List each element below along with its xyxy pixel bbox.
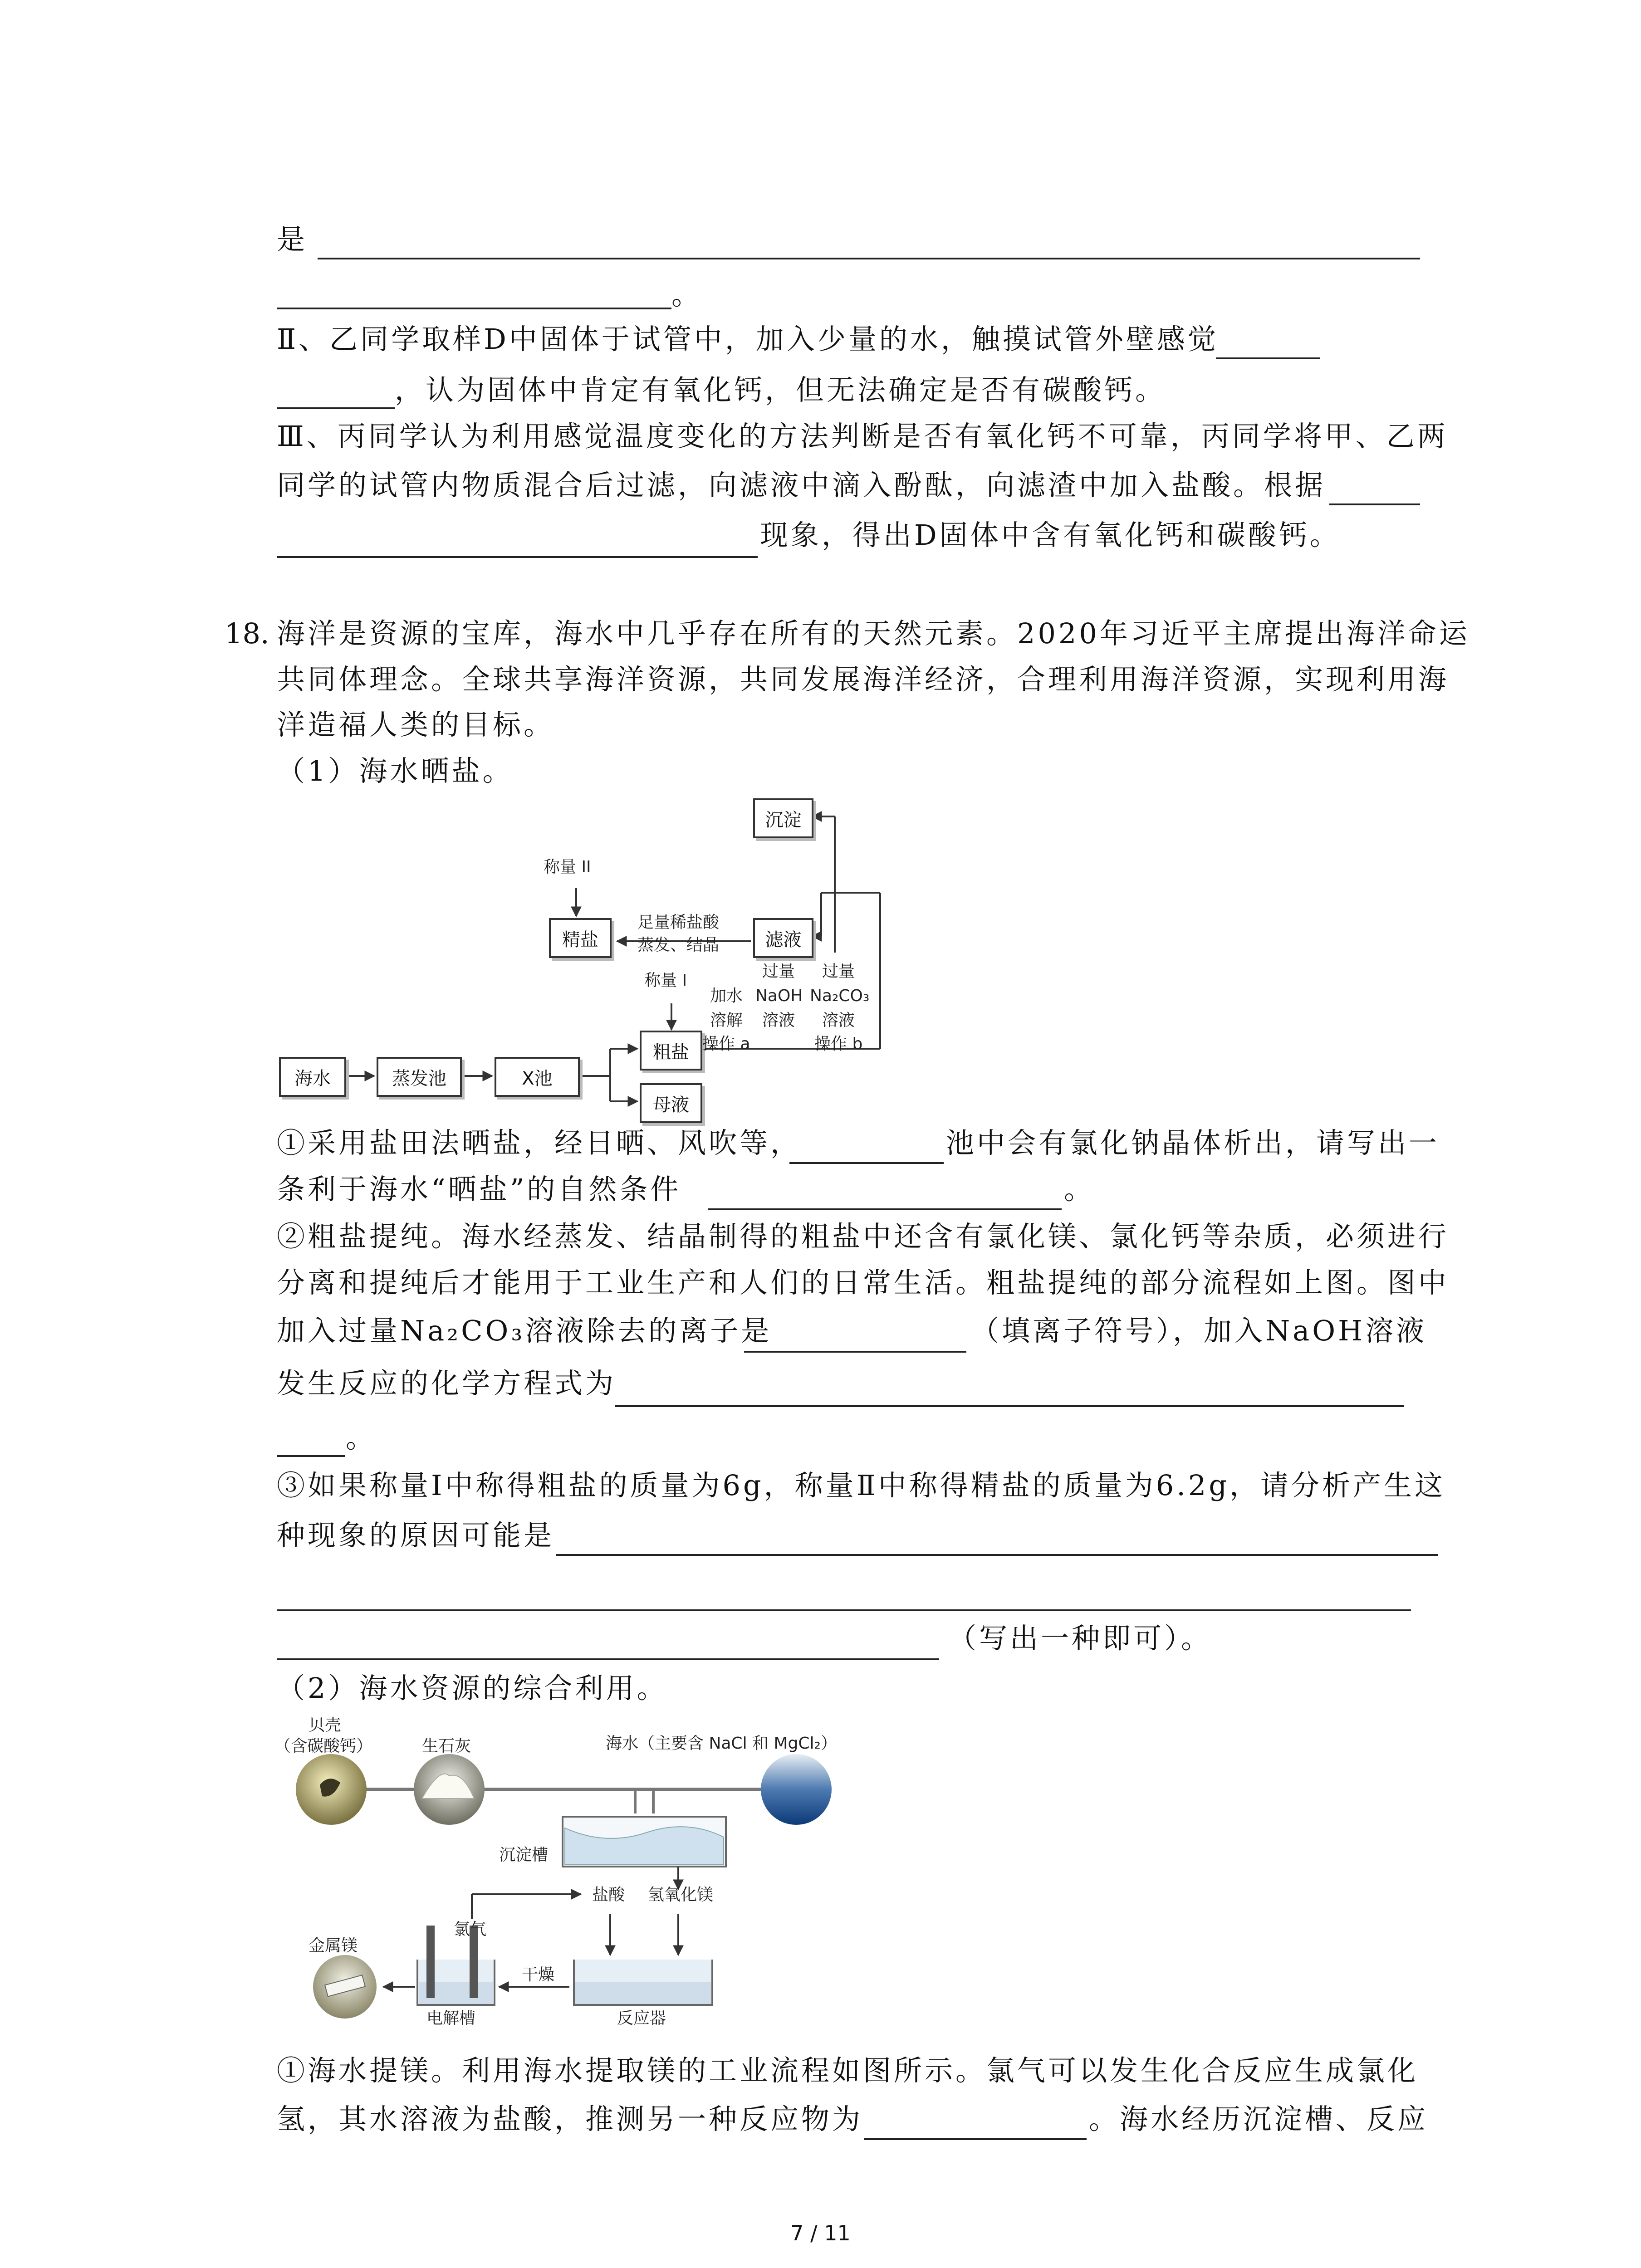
x-pool-box: X池: [495, 1057, 580, 1097]
chlorine-label: 氯气: [454, 1920, 487, 1939]
page-number: 7 / 11: [790, 2221, 851, 2245]
mg-hydroxide-label: 氢氧化镁: [648, 1886, 714, 1904]
mother-liquor-box: 母液: [640, 1083, 702, 1123]
q17-line1: 是: [277, 223, 308, 256]
q18-intro-1: 海洋是资源的宝库，海水中几乎存在所有的天然元素。2020年习近平主席提出海洋命运: [277, 617, 1470, 650]
p1-3-b: 种现象的原因可能是: [277, 1519, 555, 1552]
naoh-label-1: 过量: [762, 962, 795, 981]
q17-partIII-b: 同学的试管内物质混合后过滤，向滤液中滴入酚酞，向滤渣中加入盐酸。根据: [277, 469, 1326, 502]
question-number: 18.: [225, 617, 269, 650]
dissolve-label-1: 加水: [710, 987, 743, 1005]
op-b-label: 操作 b: [814, 1035, 863, 1053]
q18-intro-3: 洋造福人类的目标。: [277, 708, 555, 741]
q17-line2-end: 。: [671, 278, 703, 311]
acid-step-label-1: 足量稀盐酸: [637, 913, 720, 932]
seawater-box: 海水: [279, 1057, 346, 1097]
filtrate-box: 滤液: [753, 918, 813, 958]
answer-blank[interactable]: [864, 2138, 1087, 2140]
quicklime-label: 生石灰: [422, 1737, 471, 1755]
electrolysis-cell-label: 电解槽: [426, 2009, 476, 2028]
seawater-composition-label: 海水（主要含 NaCl 和 MgCl₂）: [606, 1734, 837, 1753]
refined-salt-box: 精盐: [549, 918, 612, 958]
weigh2-label: 称量 II: [544, 858, 591, 876]
hcl-label: 盐酸: [592, 1886, 625, 1904]
p1-2-b: 分离和提纯后才能用于工业生产和人们的日常生活。粗盐提纯的部分流程如上图。图中: [277, 1266, 1450, 1299]
metal-magnesium-label: 金属镁: [309, 1936, 358, 1955]
q17-partII-a: Ⅱ、乙同学取样D中固体于试管中，加入少量的水，触摸试管外壁感觉: [277, 323, 1219, 356]
q17-partIII-c: 现象，得出D固体中含有氧化钙和碳酸钙。: [760, 518, 1341, 552]
part2-title: （2）海水资源的综合利用。: [277, 1672, 668, 1705]
p1-3-c: （写出一种即可）。: [948, 1622, 1212, 1655]
weigh1-label: 称量 I: [644, 971, 687, 990]
p2-1-c: 。海水经历沉淀槽、反应: [1089, 2102, 1429, 2136]
q17-partII-b: ，认为固体中肯定有氧化钙，但无法确定是否有碳酸钙。: [395, 373, 1166, 406]
sedimentation-tank-label: 沉淀槽: [499, 1846, 549, 1864]
evap-pool-box: 蒸发池: [377, 1057, 462, 1097]
dry-label: 干燥: [522, 1965, 555, 1984]
p1-3-a: ③如果称量Ⅰ中称得粗盐的质量为6g，称量Ⅱ中称得精盐的质量为6.2g，请分析产生这: [277, 1469, 1446, 1502]
precipitate-box: 沉淀: [753, 798, 813, 838]
acid-step-label-2: 蒸发、结晶: [637, 936, 720, 954]
p1-2-d: （填离子符号），加入NaOH溶液: [971, 1314, 1427, 1347]
part1-title: （1）海水晒盐。: [277, 754, 514, 787]
shell-label: 贝壳: [309, 1716, 342, 1735]
dissolve-label-2: 溶解: [710, 1011, 743, 1030]
naoh-label-3: 溶液: [762, 1011, 795, 1030]
p2-1-a: ①海水提镁。利用海水提取镁的工业流程如图所示。氯气可以发生化合反应生成氯化: [277, 2054, 1419, 2087]
na2co3-label-2: Na₂CO₃: [810, 987, 870, 1005]
p1-2-a: ②粗盐提纯。海水经蒸发、结晶制得的粗盐中还含有氯化镁、氯化钙等杂质，必须进行: [277, 1220, 1450, 1253]
shell-content-label: （含碳酸钙）: [274, 1737, 373, 1755]
seawater-icon: [761, 1754, 832, 1825]
na2co3-label-1: 过量: [822, 962, 855, 981]
p1-1-a: ①采用盐田法晒盐，经日晒、风吹等，: [277, 1126, 802, 1159]
p1-2-f: 。: [346, 1421, 377, 1454]
op-a-label: 操作 a: [702, 1035, 750, 1053]
reactor-label: 反应器: [617, 2009, 666, 2028]
p1-2-c: 加入过量Na₂CO₃溶液除去的离子是: [277, 1314, 772, 1347]
q17-partIII-a: Ⅲ、丙同学认为利用感觉温度变化的方法判断是否有氧化钙不可靠，丙同学将甲、乙两: [277, 420, 1448, 453]
p1-1-b: 池中会有氯化钠晶体析出，请写出一: [946, 1126, 1440, 1159]
na2co3-label-3: 溶液: [822, 1011, 855, 1030]
p2-1-b: 氢，其水溶液为盐酸，推测另一种反应物为: [277, 2102, 863, 2136]
p1-1-d: 。: [1064, 1173, 1095, 1206]
naoh-label-2: NaOH: [755, 987, 803, 1005]
q18-intro-2: 共同体理念。全球共享海洋资源，共同发展海洋经济，合理利用海洋资源，实现利用海: [277, 663, 1450, 696]
crude-salt-box: 粗盐: [640, 1031, 702, 1070]
p1-2-e: 发生反应的化学方程式为: [277, 1367, 617, 1400]
p1-1-c: 条利于海水“晒盐”的自然条件: [277, 1173, 681, 1206]
